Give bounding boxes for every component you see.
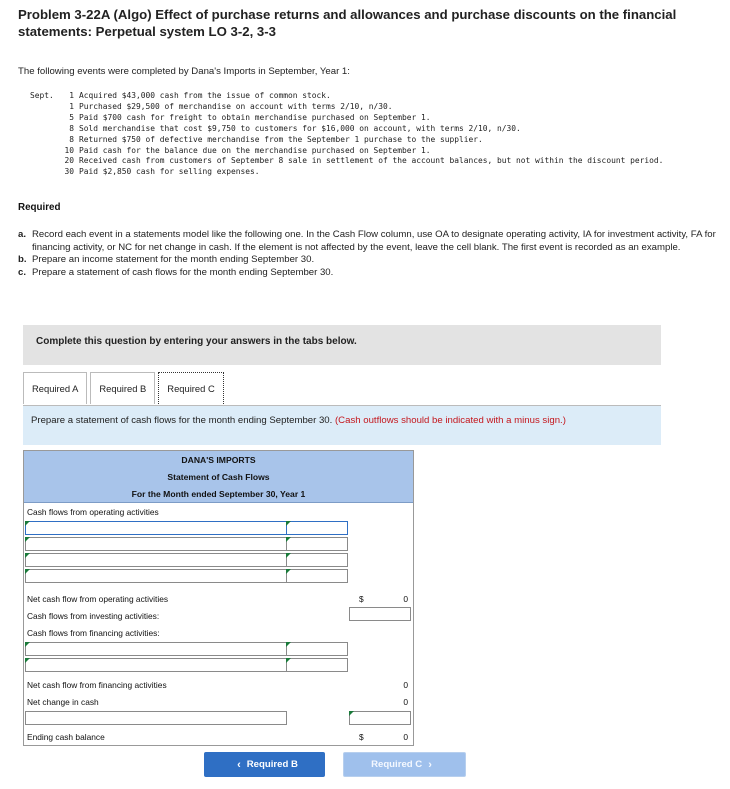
required-text: Prepare an income statement for the month ending September 30. xyxy=(32,254,315,266)
problem-intro: The following events were completed by Dana's Imports in September, Year 1: xyxy=(18,66,350,77)
operating-item-input[interactable] xyxy=(25,537,287,551)
operating-amount-input[interactable] xyxy=(286,521,348,535)
banner-text: Complete this question by entering your answers in the tabs below. xyxy=(36,336,357,347)
instructions-banner xyxy=(23,325,661,365)
operating-amount-input[interactable] xyxy=(286,537,348,551)
event-text: Received cash from customers of September 8 sale in settlement of the account balances, but not within the discount period. xyxy=(79,156,664,166)
event-day: 5 xyxy=(69,112,74,122)
operating-heading: Cash flows from operating activities xyxy=(27,507,159,517)
investing-heading: Cash flows from investing activities: xyxy=(27,611,160,621)
event-row xyxy=(30,167,720,178)
required-key: c. xyxy=(18,266,27,278)
instruction-note: (Cash outflows should be indicated with a minus sign.) xyxy=(334,415,566,426)
statement-header xyxy=(24,451,413,503)
net-change-value: 0 xyxy=(403,697,408,707)
instruction-panel xyxy=(23,406,661,445)
event-day: 1 xyxy=(69,101,74,111)
required-item xyxy=(18,229,718,254)
statement-name: Statement of Cash Flows xyxy=(167,472,270,482)
tab-required-c[interactable]: Required C xyxy=(158,372,223,404)
beginning-cash-amount-input[interactable] xyxy=(349,711,411,725)
beginning-cash-label-input[interactable] xyxy=(25,711,287,725)
chevron-right-icon: › xyxy=(428,758,432,771)
event-row xyxy=(30,102,720,113)
event-day: 1 xyxy=(69,91,74,100)
event-row xyxy=(30,135,720,146)
required-key: a. xyxy=(18,229,27,240)
required-item xyxy=(18,267,718,280)
prev-button[interactable] xyxy=(204,752,325,777)
prev-button-label: Required B xyxy=(246,759,298,770)
event-text: Acquired $43,000 cash from the issue of common stock. xyxy=(79,91,331,100)
event-day: 30 xyxy=(64,167,74,177)
event-day: 8 xyxy=(69,123,74,133)
net-change-label: Net change in cash xyxy=(27,697,99,707)
financing-heading: Cash flows from financing activities: xyxy=(27,628,160,638)
event-text: Paid $700 cash for freight to obtain merchandise purchased on September 1. xyxy=(79,112,431,122)
required-text: Record each event in a statements model like the following one. In the Cash Flow column, use OA to designate operating activity, IA for investment activity, FA for financing activity, or NC for net change in cash. If the element is not affected by the event, leave the cell blank. The first event is recorded as an example. xyxy=(32,229,716,253)
event-month: Sept. xyxy=(30,91,54,100)
required-heading: Required xyxy=(18,202,61,213)
operating-item-input[interactable] xyxy=(25,569,287,583)
event-row xyxy=(30,146,720,157)
required-item xyxy=(18,254,718,267)
events-list xyxy=(30,91,720,178)
operating-item-input[interactable] xyxy=(25,553,287,567)
tab-bar xyxy=(23,372,227,405)
required-text: Prepare a statement of cash flows for the month ending September 30. xyxy=(32,266,334,278)
problem-title: Problem 3-22A (Algo) Effect of purchase returns and allowances and purchase discounts on the financial statements: Perpetual system LO 3-2, 3-3 xyxy=(18,7,677,39)
event-day: 8 xyxy=(69,134,74,144)
net-operating-dollar: $ xyxy=(359,594,364,604)
event-row xyxy=(30,156,720,167)
net-financing-value: 0 xyxy=(403,680,408,690)
event-row xyxy=(30,124,720,135)
financing-item-input[interactable] xyxy=(25,642,287,656)
chevron-left-icon: ‹ xyxy=(237,758,241,771)
ending-cash-dollar: $ xyxy=(359,732,364,742)
event-text: Paid $2,850 cash for selling expenses. xyxy=(79,167,260,177)
ending-cash-value: 0 xyxy=(403,732,408,742)
next-button-label: Required C xyxy=(371,759,423,770)
event-text: Sold merchandise that cost $9,750 to customers for $16,000 on account, with terms 2/10, n/30. xyxy=(79,123,521,133)
event-day: 10 xyxy=(64,145,74,155)
event-text: Returned $750 of defective merchandise from the September 1 purchase to the supplier. xyxy=(79,134,483,144)
operating-item-input[interactable] xyxy=(25,521,287,535)
company-name: DANA'S IMPORTS xyxy=(181,455,256,465)
operating-amount-input[interactable] xyxy=(286,553,348,567)
event-row xyxy=(30,91,720,102)
cash-flow-statement xyxy=(23,450,414,746)
tab-required-b[interactable]: Required B xyxy=(90,372,155,404)
financing-amount-input[interactable] xyxy=(286,642,348,656)
net-financing-label: Net cash flow from financing activities xyxy=(27,680,167,690)
statement-period: For the Month ended September 30, Year 1 xyxy=(131,489,306,499)
financing-item-input[interactable] xyxy=(25,658,287,672)
event-text: Paid cash for the balance due on the merchandise purchased on September 1. xyxy=(79,145,431,155)
next-button[interactable] xyxy=(343,752,466,777)
required-list xyxy=(18,229,718,279)
event-text: Purchased $29,500 of merchandise on account with terms 2/10, n/30. xyxy=(79,101,393,111)
instruction-text xyxy=(31,415,651,427)
ending-cash-label: Ending cash balance xyxy=(27,732,105,742)
operating-amount-input[interactable] xyxy=(286,569,348,583)
required-key: b. xyxy=(18,254,27,266)
net-operating-value: 0 xyxy=(403,594,408,604)
net-operating-label: Net cash flow from operating activities xyxy=(27,594,169,604)
instruction-main: Prepare a statement of cash flows for the month ending September 30. xyxy=(31,415,333,426)
event-day: 20 xyxy=(64,156,74,166)
tab-required-a[interactable]: Required A xyxy=(23,372,87,404)
investing-amount-input[interactable] xyxy=(349,607,411,621)
event-row xyxy=(30,113,720,124)
financing-amount-input[interactable] xyxy=(286,658,348,672)
